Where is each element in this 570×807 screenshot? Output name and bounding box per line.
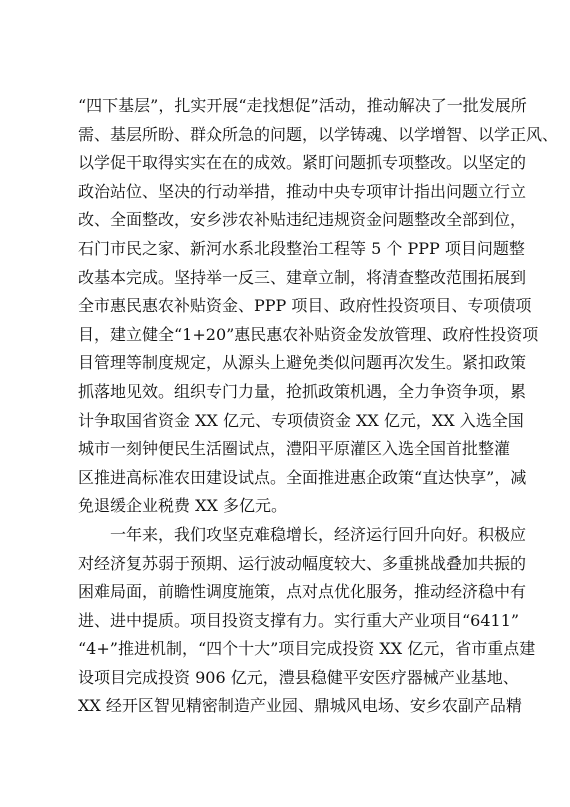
text-line: 目管理等制度规定，从源头上避免类似问题再次发生。紧扣政策	[78, 353, 527, 373]
body-text	[78, 92, 559, 721]
text-line: 政治站位、坚决的行动举措，推动中央专项审计指出问题立行立	[78, 181, 527, 201]
text-line: 设项目完成投资 906 亿元，澧县稳健平安医疗器械产业基地、	[78, 667, 519, 687]
text-line: 以学促干取得实实在在的成效。紧盯问题抓专项整改。以坚定的	[78, 153, 527, 173]
text-line: XX 经开区智见精密制造产业园、鼎城风电场、安乡农副产品精	[78, 696, 522, 716]
text-line: “4+”推进机制，“四个十大”项目完成投资 XX 亿元，省市重点建	[78, 639, 536, 659]
text-line: 一年来，我们攻坚克难稳增长，经济运行回升向好。积极应	[110, 524, 527, 544]
text-line: “四下基层”，扎实开展“走找想促”活动，推动解决了一批发展所	[78, 96, 527, 115]
paragraph-1	[78, 92, 559, 521]
text-line: 目，建立健全“1+20”惠民惠农补贴资金发放管理、政府性投资项	[78, 324, 539, 344]
paragraph-2	[78, 521, 536, 721]
text-line: 石门市民之家、新河水系北段整治工程等 5 个 PPP 项目问题整	[78, 238, 525, 258]
text-line: 抓落地见效。组织专门力量，抢抓政策机遇，全力争资争项，累	[78, 381, 527, 401]
text-line: 全市惠民惠农补贴资金、PPP 项目、政府性投资项目、专项债项	[78, 296, 532, 316]
text-line: 对经济复苏弱于预期、运行波动幅度较大、多重挑战叠加共振的	[78, 553, 527, 573]
text-line: 困难局面，前瞻性调度施策，点对点优化服务，推动经济稳中有	[78, 582, 527, 602]
text-line: 区推进高标准农田建设试点。全面推进惠企政策“直达快享”，减	[78, 467, 527, 487]
text-line: 改、全面整改，安乡涉农补贴违纪违规资金问题整改全部到位，	[78, 210, 527, 230]
text-line: 免退缓企业税费 XX 多亿元。	[78, 496, 287, 516]
text-line: 需、基层所盼、群众所急的问题，以学铸魂、以学增智、以学正风、	[78, 124, 559, 144]
text-line: 计争取国省资金 XX 亿元、专项债资金 XX 亿元，XX 入选全国	[78, 410, 524, 430]
text-line: 改基本完成。坚持举一反三、建章立制，将清查整改范围拓展到	[78, 267, 527, 287]
text-line: 城市一刻钟便民生活圈试点，澧阳平原灌区入选全国首批整灌	[78, 439, 511, 459]
text-line: 进、进中提质。项目投资支撑有力。实行重大产业项目“6411”	[78, 610, 520, 630]
